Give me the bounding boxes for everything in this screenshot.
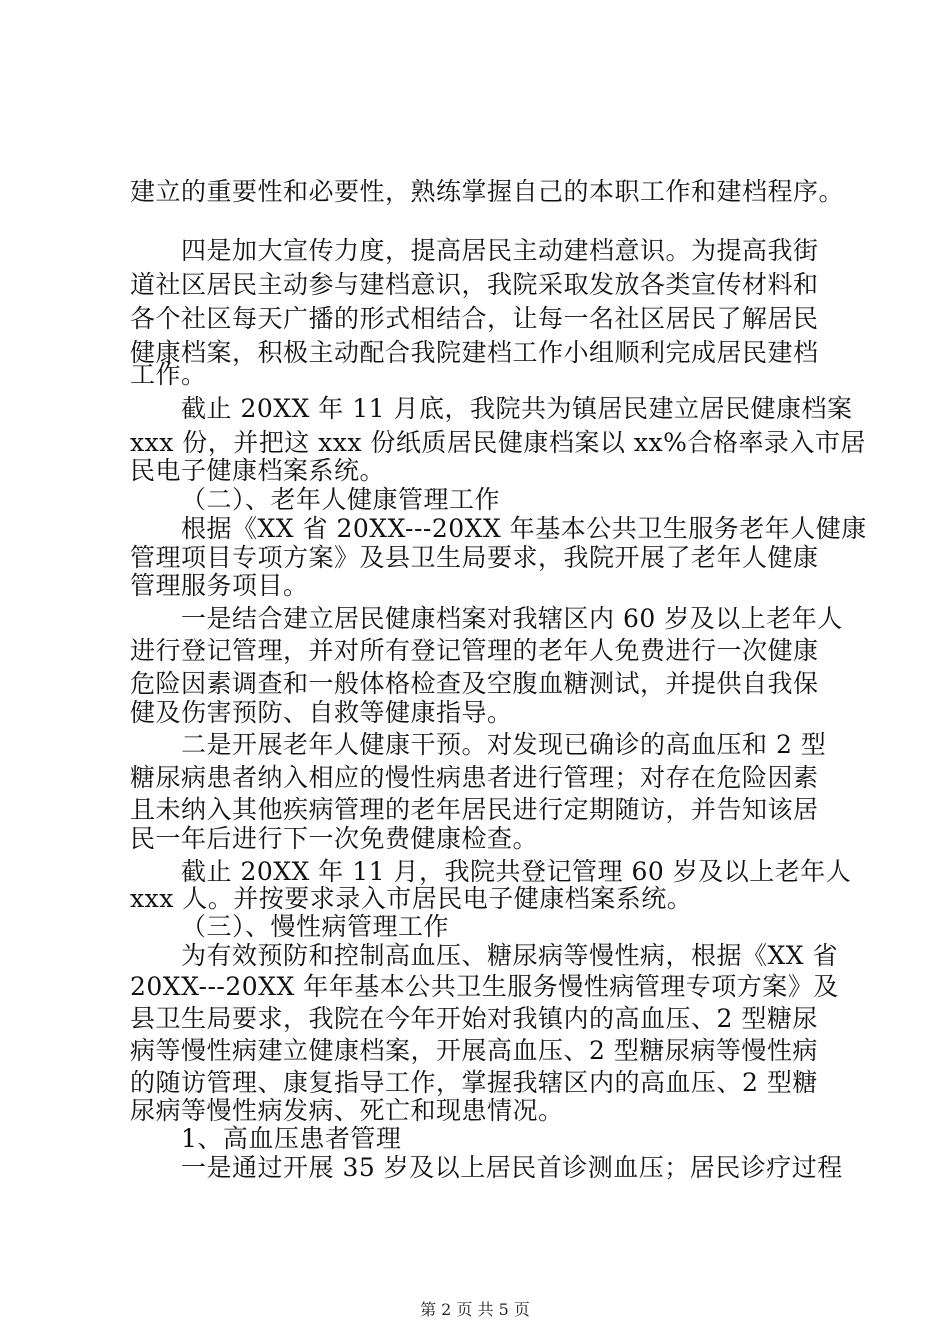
text-line: 为有效预防和控制高血压、糖尿病等慢性病，根据《XX 省 bbox=[181, 941, 839, 970]
text-line: 健康档案，积极主动配合我院建档工作小组顺利完成居民建档 bbox=[130, 338, 819, 367]
text-line: 危险因素调查和一般体格检查及空腹血糖测试，并提供自我保 bbox=[130, 669, 819, 698]
subsection-heading: 1、高血压患者管理 bbox=[181, 1124, 402, 1153]
text-line: 一是通过开展 35 岁及以上居民首诊测血压；居民诊疗过程 bbox=[181, 1153, 843, 1182]
text-line: 各个社区每天广播的形式相结合，让每一名社区居民了解居民 bbox=[130, 304, 819, 333]
text-line: 尿病等慢性病发病、死亡和现患情况。 bbox=[130, 1096, 564, 1125]
text-line: 截止 20XX 年 11 月底，我院共为镇居民建立居民健康档案 bbox=[181, 394, 853, 423]
text-line: xxx 人。并按要求录入市居民电子健康档案系统。 bbox=[130, 884, 693, 913]
text-line: 管理服务项目。 bbox=[130, 571, 309, 600]
text-line: 道社区居民主动参与建档意识，我院采取发放各类宣传材料和 bbox=[130, 270, 819, 299]
text-line: 民一年后进行下一次免费健康检查。 bbox=[130, 824, 539, 853]
text-line: 的随访管理、康复指导工作，掌握我辖区内的高血压、2 型糖 bbox=[130, 1068, 818, 1097]
text-line: 二是开展老年人健康干预。对发现已确诊的高血压和 2 型 bbox=[181, 730, 827, 759]
text-line: 县卫生局要求，我院在今年开始对我镇内的高血压、2 型糖尿 bbox=[130, 1004, 818, 1033]
text-line: 建立的重要性和必要性，熟练掌握自己的本职工作和建档程序。 bbox=[130, 177, 845, 206]
section-heading: （三）、慢性病管理工作 bbox=[181, 912, 450, 941]
text-line: 20XX---20XX 年年基本公共卫生服务慢性病管理专项方案》及 bbox=[130, 972, 839, 1001]
text-line: 健及伤害预防、自救等健康指导。 bbox=[130, 698, 513, 727]
text-line: 糖尿病患者纳入相应的慢性病患者进行管理；对存在危险因素 bbox=[130, 763, 819, 792]
page-number: 第 2 页 共 5 页 bbox=[420, 1300, 530, 1319]
text-line: 进行登记管理，并对所有登记管理的老年人免费进行一次健康 bbox=[130, 636, 819, 665]
text-line: 工作。 bbox=[130, 360, 207, 389]
text-line: 截止 20XX 年 11 月，我院共登记管理 60 岁及以上老年人 bbox=[181, 857, 852, 886]
text-line: 且未纳入其他疾病管理的老年居民进行定期随访，并告知该居 bbox=[130, 795, 819, 824]
text-line: 管理项目专项方案》及县卫生局要求，我院开展了老年人健康 bbox=[130, 543, 819, 572]
text-line: 民电子健康档案系统。 bbox=[130, 456, 386, 485]
text-line: xxx 份，并把这 xxx 份纸质居民健康档案以 xx%合格率录入市居 bbox=[130, 428, 866, 457]
text-line: 根据《XX 省 20XX---20XX 年基本公共卫生服务老年人健康 bbox=[181, 514, 867, 543]
text-line: 一是结合建立居民健康档案对我辖区内 60 岁及以上老年人 bbox=[181, 604, 843, 633]
text-line: 四是加大宣传力度，提高居民主动建档意识。为提高我街 bbox=[181, 236, 819, 265]
text-line: 病等慢性病建立健康档案，开展高血压、2 型糖尿病等慢性病 bbox=[130, 1036, 818, 1065]
section-heading: （二）、老年人健康管理工作 bbox=[181, 485, 501, 514]
